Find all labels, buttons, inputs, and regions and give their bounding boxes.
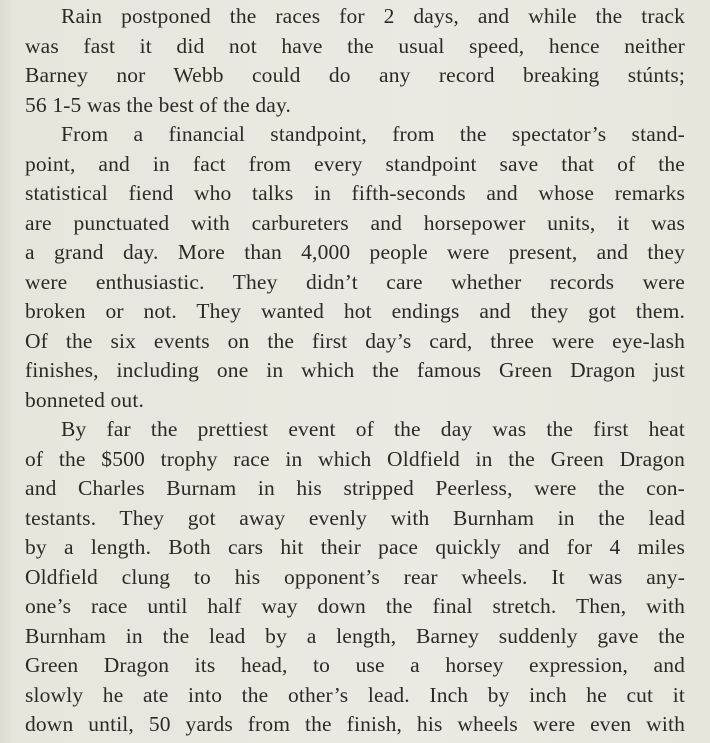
text-line: one’s race until half way down the final stretch. Then, with [25,594,685,618]
text-line: down until, 50 yards from the finish, his wheels were even with [25,712,685,736]
text-line: finishes, including one in which the famous Green Dragon just [25,358,685,382]
text-line: Green Dragon its head, to use a horsey expression, and [25,653,685,677]
text-line: testants. They got away evenly with Burnham in the lead [25,505,685,530]
text-line: was fast it did not have the usual speed, hence neither [25,33,685,58]
text-line: were enthusiastic. They didn’t care whether records were [25,269,685,294]
text-line: point, and in fact from every standpoint save that of the [25,151,685,176]
text-line: Burnham in the lead by a length, Barney suddenly gave the [25,623,685,648]
text-line: and Charles Burnam in his stripped Peerless, were the con- [25,476,685,500]
text-line: slowly he ate into the other’s lead. Inch by inch he cut it [25,682,685,707]
text-line: From a financial standpoint, from the spectator’s stand- [61,122,685,146]
paragraph-3 [25,415,685,740]
text-line: bonneted out. [25,387,144,412]
paragraph-1 [25,2,685,120]
text-line: are punctuated with carbureters and horsepower units, it was [25,210,685,235]
text-line: 56 1-5 was the best of the day. [25,92,291,117]
article-body [25,2,685,740]
text-line: of the $500 trophy race in which Oldfield in the Green Dragon [25,446,685,471]
text-line: broken or not. They wanted hot endings and they got them. [25,299,685,323]
text-line: Rain postponed the races for 2 days, and while the track [61,4,685,28]
text-line: Barney nor Webb could do any record breaking stúnts; [25,63,685,87]
paragraph-2 [25,120,685,415]
text-line: by a length. Both cars hit their pace quickly and for 4 miles [25,535,685,559]
text-line: Oldfield clung to his opponent’s rear wheels. It was any- [25,564,685,589]
text-line: a grand day. More than 4,000 people were present, and they [25,240,685,264]
text-line: statistical fiend who talks in fifth-seconds and whose remarks [25,181,685,205]
text-line: Of the six events on the first day’s card, three were eye-lash [25,328,685,353]
text-line: By far the prettiest event of the day was the first heat [61,417,685,441]
